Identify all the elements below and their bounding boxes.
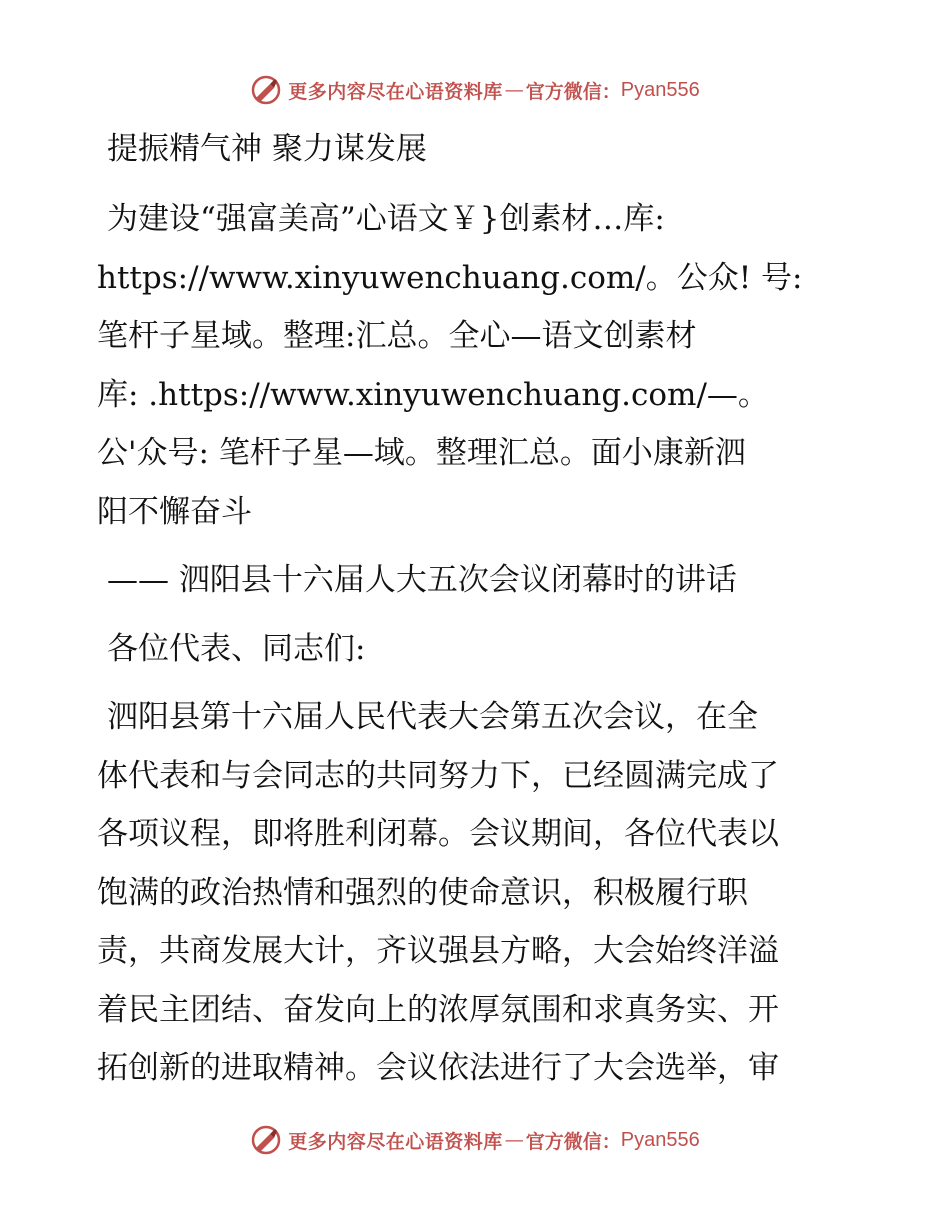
watermark-text: 更多内容尽在心语资料库	[288, 80, 503, 103]
body-line: 着民主团结、奋发向上的浓厚氛围和求真务实、开	[97, 991, 779, 1028]
intro-line: 库: .https://www.xinyuwenchuang.com/—。	[97, 376, 769, 413]
watermark-wechat-id: Pyan556	[620, 78, 700, 101]
body-line: 责，共商发展大计，齐议强县方略，大会始终洋溢	[97, 933, 779, 969]
watermark-label: 官方微信：	[525, 1130, 621, 1153]
watermark-wechat-id: Pyan556	[620, 1128, 700, 1151]
body-line: 拓创新的进取精神。会议依法进行了大会选举，审	[97, 1050, 779, 1086]
intro-line: 公'众号: 笔杆子星—域。整理汇总。面小康新泗	[97, 435, 746, 471]
document-body	[97, 120, 877, 1098]
watermark-text: 更多内容尽在心语资料库	[288, 1130, 503, 1153]
intro-line: 阳不懈奋斗	[97, 493, 252, 530]
body-line: 各项议程，即将胜利闭幕。会议期间，各位代表以	[97, 816, 779, 852]
intro-line: https://www.xinyuwenchuang.com/。公众! 号:	[97, 259, 803, 296]
document-title: 提振精气神 聚力谋发展	[107, 131, 427, 167]
intro-line: 为建设“强富美高”心语文￥}创素材…库:	[107, 201, 665, 237]
body-line: 泗阳县第十六届人民代表大会第五次会议，在全	[107, 699, 758, 735]
header-watermark	[0, 72, 950, 108]
watermark-separator: —	[504, 79, 524, 101]
watermark-label: 官方微信：	[525, 80, 621, 103]
document-subtitle: —— 泗阳县十六届人大五次会议闭幕时的讲话	[107, 562, 737, 598]
watermark-separator: —	[504, 1129, 524, 1151]
body-line: 饱满的政治热情和强烈的使命意识，积极履行职	[97, 874, 748, 911]
pen-logo-icon	[250, 1124, 282, 1156]
intro-line: 笔杆子星域。整理:汇总。全心—语文创素材	[97, 318, 697, 354]
body-line: 体代表和与会同志的共同努力下，已经圆满完成了	[97, 757, 779, 794]
pen-logo-icon	[250, 74, 282, 106]
greeting: 各位代表、同志们:	[107, 630, 366, 667]
footer-watermark	[0, 1122, 950, 1158]
